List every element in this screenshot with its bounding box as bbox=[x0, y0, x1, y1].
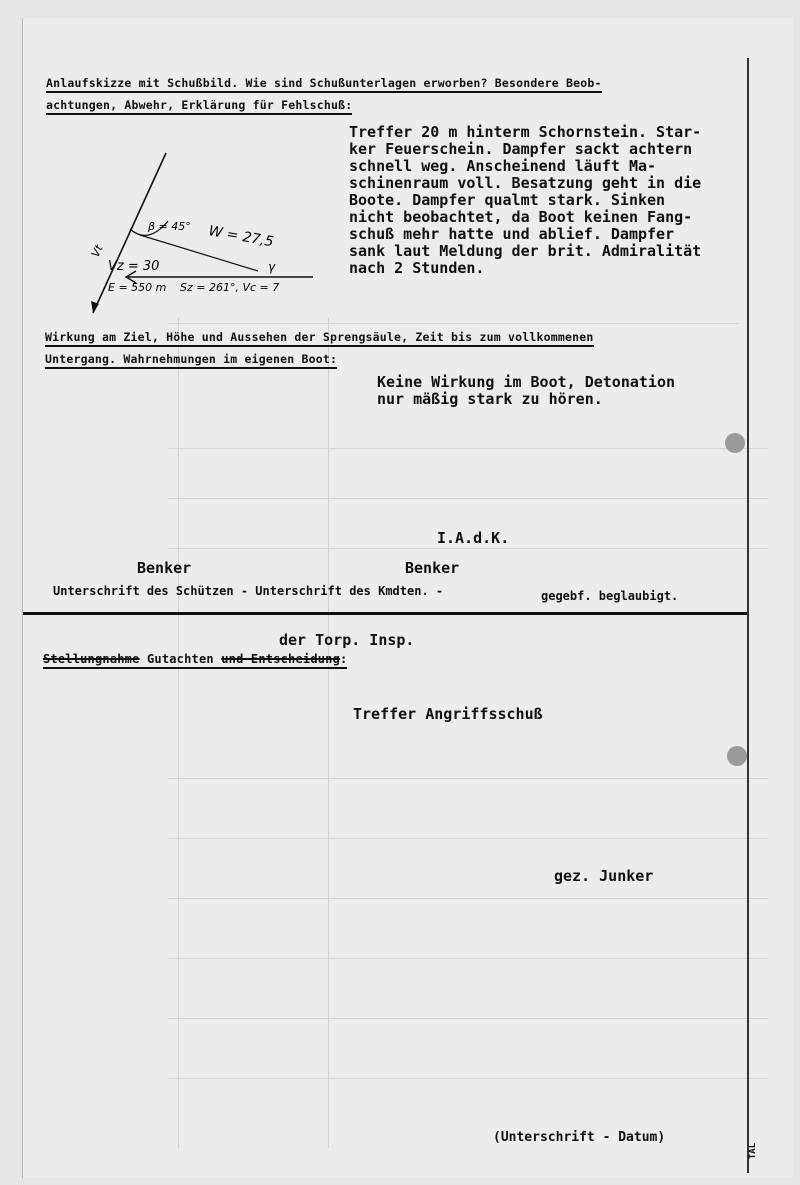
opinion-header-wrap bbox=[43, 652, 347, 669]
sketch-label-vz: Vz = 30 bbox=[108, 259, 160, 274]
effect-header-line-1: Wirkung am Ziel, Höhe und Aussehen der Sprengsäule, Zeit bis zum vollkommenen bbox=[45, 330, 594, 347]
effect-text: Keine Wirkung im Boot, Detonation nur mäßig stark zu hören. bbox=[377, 373, 676, 408]
bleed-through-line bbox=[168, 898, 768, 899]
bleed-through-line bbox=[168, 1078, 768, 1079]
signature-caption: Unterschrift des Schützen - Unterschrift des Kmdten. - bbox=[53, 584, 444, 598]
bleed-through-line bbox=[168, 548, 768, 549]
margin-mark: TAL bbox=[748, 1142, 759, 1160]
bleed-through-line bbox=[168, 448, 768, 449]
shooter-signature: Benker bbox=[137, 559, 192, 577]
opinion-header-colon: : bbox=[340, 652, 348, 666]
opinion-header-gutachten: Gutachten bbox=[146, 652, 214, 666]
observation-text: Treffer 20 m hinterm Schornstein. Star- ker Feuerschein. Dampfer sackt achtern schnell weg. Anscheinend läuft Ma- schinenraum voll. Besatzung geht in die Boote. Dampfer qualmt stark. Sinken nicht beobachtet, da Boot keinen Fang- schuß mehr hatte und ablief. Dampfer sank laut Meldung der brit. Admiralität nach 2 Stunden. bbox=[349, 123, 702, 277]
bleed-through-line bbox=[168, 1018, 768, 1019]
struck-word-entscheidung: und Entscheidung bbox=[221, 652, 341, 666]
section-header-effect bbox=[45, 330, 594, 344]
section-divider bbox=[23, 612, 749, 615]
sketch-label-se: Sz = 261°, Vc = 7 bbox=[180, 281, 280, 294]
signed-text: gez. Junker bbox=[554, 867, 654, 885]
form-sheet bbox=[22, 18, 793, 1178]
right-margin-line bbox=[747, 58, 749, 1173]
bleed-through-line bbox=[178, 318, 179, 1148]
effect-header-line-2: Untergang. Wahrnehmungen im eigenen Boot: bbox=[45, 352, 337, 369]
sketch-label-vt: Vt bbox=[88, 243, 106, 260]
struck-word-stellungnahme: Stellungnahme bbox=[43, 652, 140, 666]
section-header-opinion bbox=[43, 652, 347, 666]
sketch-label-e: E = 550 m bbox=[108, 281, 167, 294]
header-line-2: achtungen, Abwehr, Erklärung für Fehlschuß: bbox=[46, 98, 352, 115]
certified-note: gegebf. beglaubigt. bbox=[541, 589, 679, 603]
verdict-text: Treffer Angriffsschuß bbox=[353, 705, 543, 723]
signature-date-caption: (Unterschrift - Datum) bbox=[493, 1130, 666, 1145]
header-line-1: Anlaufskizze mit Schußbild. Wie sind Schußunterlagen erworben? Besondere Beob- bbox=[46, 76, 602, 93]
punch-hole bbox=[725, 433, 745, 453]
sketch-label-beta: β = 45° bbox=[148, 220, 191, 233]
bleed-through-line bbox=[328, 318, 329, 1148]
bleed-through-line bbox=[168, 838, 768, 839]
sketch-label-w: W = 27,5 bbox=[207, 223, 275, 251]
sketch-label-gamma: γ bbox=[268, 260, 276, 274]
attack-sketch bbox=[68, 133, 333, 333]
bleed-through-line bbox=[168, 778, 768, 779]
bleed-through-line bbox=[168, 498, 768, 499]
bleed-through-line bbox=[168, 958, 768, 959]
punch-hole bbox=[727, 746, 747, 766]
torp-insp-heading: der Torp. Insp. bbox=[279, 631, 415, 649]
iadk-text: I.A.d.K. bbox=[437, 529, 510, 547]
commander-signature: Benker bbox=[405, 559, 460, 577]
section-header-sketch bbox=[46, 76, 602, 90]
section-header-effect-cont bbox=[45, 352, 337, 366]
section-header-sketch-cont bbox=[46, 98, 352, 112]
